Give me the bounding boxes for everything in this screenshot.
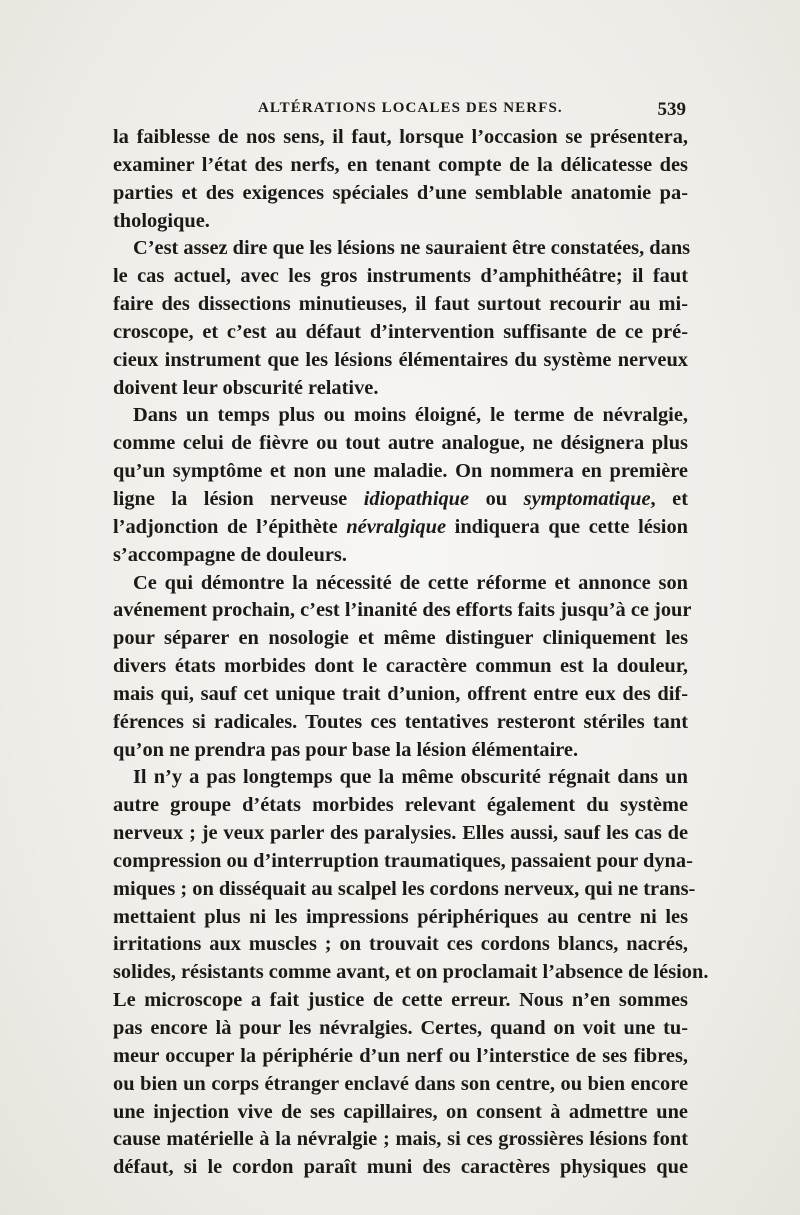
text-line: doivent leur obscurité relative. (113, 376, 379, 399)
text-line: le cas actuel, avec les gros instruments d’amphithéâtre; il faut (113, 265, 688, 288)
text-line: meur occuper la périphérie d’un nerf ou l’interstice de ses fibres, (113, 1044, 688, 1067)
text-line: cause matérielle à la névralgie ; mais, si ces grossières lésions font (113, 1128, 688, 1151)
text-line: Le microscope a fait justice de cette erreur. Nous n’en sommes (113, 989, 688, 1012)
text-line: miques ; on disséquait au scalpel les cordons nerveux, qui ne trans- (113, 877, 696, 900)
text-line: faire des dissections minutieuses, il faut surtout recourir au mi- (113, 293, 688, 316)
page-header (113, 100, 688, 126)
text-line: qu’on ne prendra pas pour base la lésion élémentaire. (113, 738, 579, 761)
text-line: C’est assez dire que les lésions ne sauraient être constatées, dans (133, 237, 691, 260)
text-line: une injection vive de ses capillaires, on consent à admettre une (113, 1100, 688, 1123)
text-run: , et (650, 487, 688, 510)
text-line: autre groupe d’états morbides relevant également du système (113, 794, 688, 817)
text-line: irritations aux muscles ; on trouvait ces cordons blancs, nacrés, (113, 933, 688, 956)
text-line: avénement prochain, c’est l’inanité des efforts faits jusqu’à ce jour (113, 599, 692, 622)
text-line: défaut, si le cordon paraît muni des caractères physiques que (113, 1156, 688, 1179)
text-line (113, 514, 688, 542)
text-line: Ce qui démontre la nécessité de cette réforme et annonce son (133, 571, 688, 594)
text-line: Il n’y a pas longtemps que la même obscurité régnait dans un (133, 766, 688, 789)
text-run: ligne la lésion nerveuse (113, 487, 364, 510)
text-line: mais qui, sauf cet unique trait d’union, offrent entre eux des dif- (113, 682, 688, 705)
running-head: ALTÉRATIONS LOCALES DES NERFS. (258, 100, 563, 116)
text-line: examiner l’état des nerfs, en tenant compte de la délicatesse des (113, 153, 688, 176)
text-line: parties et des exigences spéciales d’une semblable anatomie pa- (113, 181, 688, 204)
text-line: pour séparer en nosologie et même distinguer cliniquement les (113, 627, 688, 650)
italic-term: idiopathique (363, 487, 470, 510)
text-line: solides, résistants comme avant, et on proclamait l’absence de lésion. (113, 961, 709, 984)
text-line: s’accompagne de douleurs. (113, 543, 347, 566)
text-line: croscope, et c’est au défaut d’intervention suffisante de ce pré- (113, 320, 688, 343)
text-line: la faiblesse de nos sens, il faut, lorsque l’occasion se présentera, (113, 126, 688, 148)
text-line: compression ou d’interruption traumatiques, passaient pour dyna- (113, 849, 693, 872)
text-line: divers états morbides dont le caractère commun est la douleur, (113, 655, 688, 678)
text-run: ou (469, 487, 524, 510)
text-line: thologique. (113, 209, 210, 232)
text-run: indiquera que cette lésion (446, 515, 688, 538)
text-run: l’adjonction de l’épithète (113, 515, 347, 538)
text-line: ou bien un corps étranger enclavé dans son centre, ou bien encore (113, 1072, 688, 1095)
text-line: pas encore là pour les névralgies. Certes, quand on voit une tu- (113, 1017, 688, 1039)
text-line: Dans un temps plus ou moins éloigné, le terme de névralgie, (133, 404, 688, 427)
text-line (113, 486, 688, 514)
italic-term: symptomatique (523, 487, 651, 510)
text-line: mettaient plus ni les impressions périphériques au centre ni les (113, 905, 688, 928)
body-text (113, 124, 709, 1182)
text-line: nerveux ; je veux parler des paralysies. Elles aussi, sauf les cas de (113, 822, 688, 845)
text-line: comme celui de fièvre ou tout autre analogue, ne désignera plus (113, 432, 688, 455)
text-line: férences si radicales. Toutes ces tentatives resteront stériles tant (113, 710, 688, 733)
text-line: qu’un symptôme et non une maladie. On nommera en première (113, 460, 688, 483)
italic-term: névralgique (346, 515, 446, 538)
page-number: 539 (657, 99, 686, 120)
text-line: cieux instrument que les lésions élémentaires du système nerveux (113, 348, 688, 371)
